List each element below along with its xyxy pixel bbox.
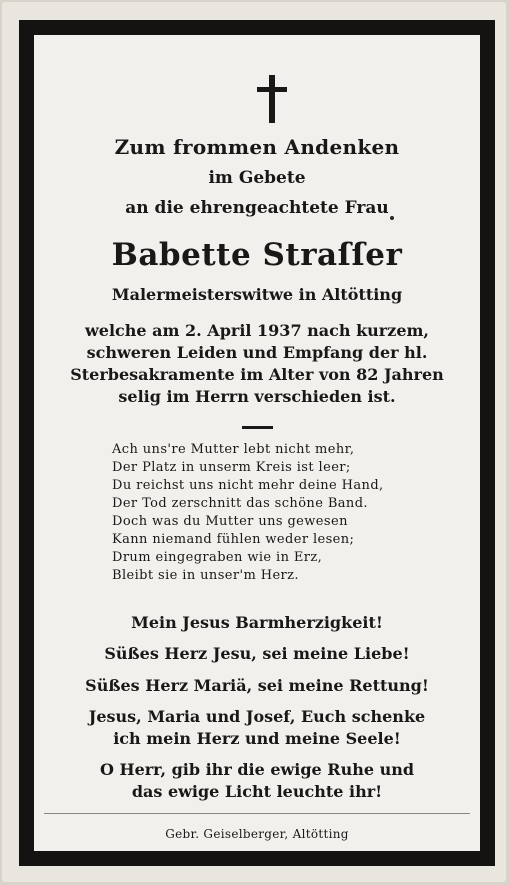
deceased-subtitle: Malermeisterswitwe in Altötting (111, 285, 403, 304)
ink-dot (390, 216, 394, 220)
prayer-line: ich mein Herz und meine Seele! (113, 729, 401, 748)
prayer-line: das ewige Licht leuchte ihr! (131, 782, 383, 801)
poem-line: Du reichst uns nicht mehr deine Hand, (112, 478, 384, 493)
printer-credit: Gebr. Geiselberger, Altötting (165, 827, 349, 841)
footer-divider (44, 813, 470, 814)
poem-line: Der Platz in unserm Kreis ist leer; (112, 460, 351, 475)
poem-line: Drum eingegraben wie in Erz, (112, 550, 323, 565)
prayer-line: Jesus, Maria und Josef, Euch schenke (88, 707, 426, 726)
memorial-card (2, 2, 506, 882)
poem-line: Doch was du Mutter uns gewesen (112, 514, 348, 529)
prayer-line: Süßes Herz Jesu, sei meine Liebe! (104, 644, 410, 663)
deceased-name: Babette Straſſer (111, 237, 403, 273)
notice-line: selig im Herrn verschieden ist. (118, 387, 396, 406)
header-line-1: Zum frommen Andenken (114, 135, 400, 159)
poem-line: Der Tod zerschnitt das schöne Band. (112, 496, 368, 511)
black-border-frame (19, 20, 495, 866)
notice-line: Sterbesakramente im Alter von 82 Jahren (70, 365, 444, 384)
notice-line: welche am 2. April 1937 nach kurzem, (84, 321, 429, 340)
prayer-line: Mein Jesus Barmherzigkeit! (131, 613, 383, 632)
poem-line: Ach uns're Mutter lebt nicht mehr, (112, 442, 355, 457)
card-content (34, 35, 480, 851)
prayer-line: O Herr, gib ihr die ewige Ruhe und (99, 760, 415, 779)
notice-line: schweren Leiden und Empfang der hl. (86, 343, 428, 362)
divider-dash (242, 426, 273, 429)
poem-line: Bleibt sie in unser'm Herz. (112, 568, 299, 583)
poem-line: Kann niemand fühlen weder lesen; (112, 532, 355, 547)
header-line-3: an die ehrengeachtete Frau (125, 198, 389, 218)
cross-icon (257, 75, 287, 123)
prayer-line: Süßes Herz Mariä, sei meine Rettung! (85, 676, 429, 695)
header-line-2: im Gebete (208, 168, 306, 188)
